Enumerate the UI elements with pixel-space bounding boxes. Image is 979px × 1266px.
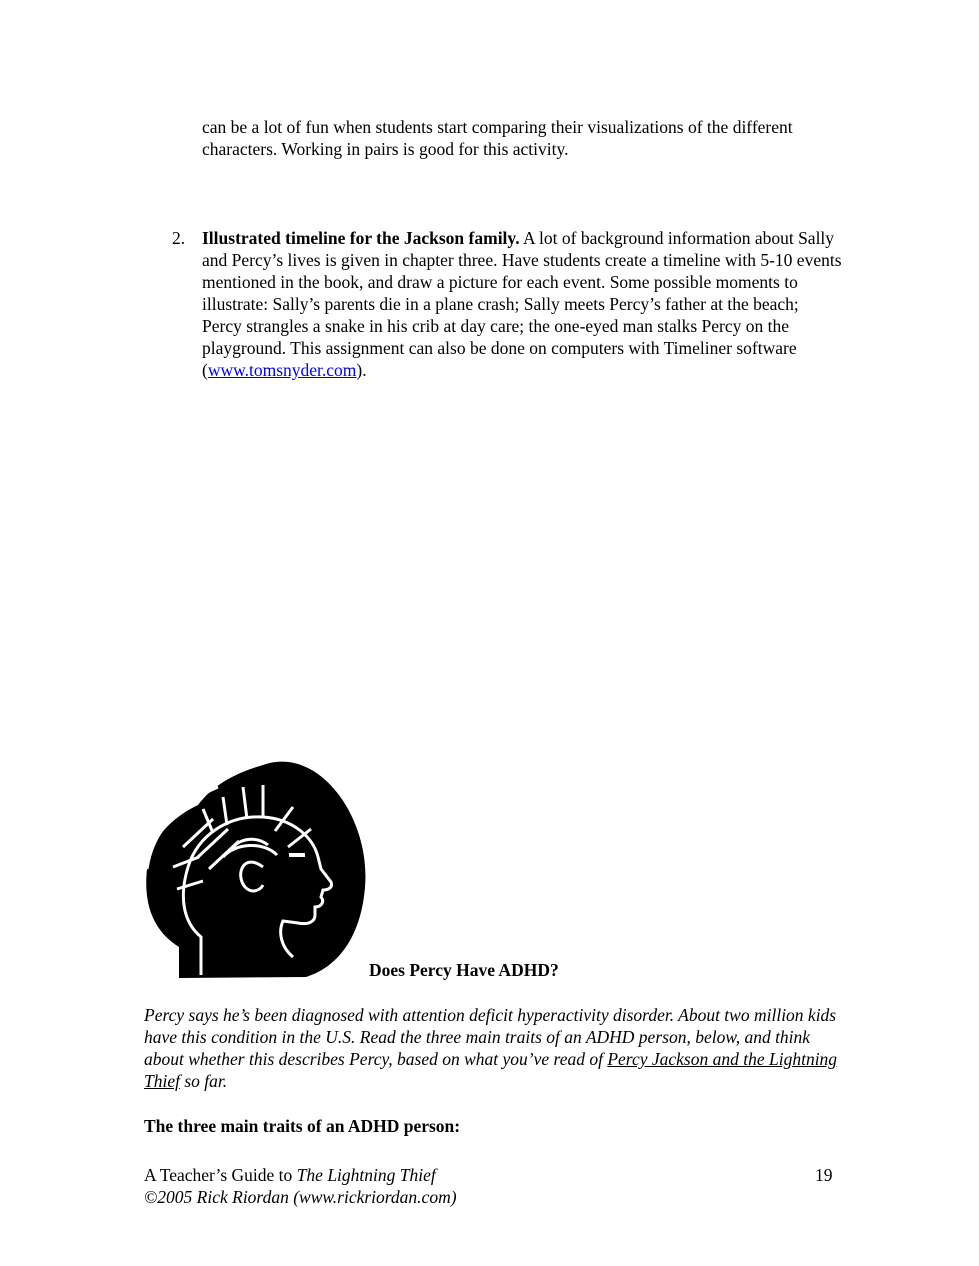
head-maze-icon bbox=[143, 757, 369, 979]
intro-paragraph bbox=[144, 1004, 844, 1092]
book-title: Percy Jackson and the Lightning Thief bbox=[144, 1049, 838, 1091]
footer-copyright: ©2005 Rick Riordan (www.rickriordan.com) bbox=[144, 1187, 457, 1207]
footer-guide-title: The Lightning Thief bbox=[296, 1165, 436, 1185]
continuation-text: can be a lot of fun when students start comparing their visualizations of the different characters. Working in pairs is good for this activity. bbox=[202, 117, 793, 159]
footer-guide-prefix: A Teacher’s Guide to bbox=[144, 1165, 297, 1185]
list-item-title: Illustrated timeline for the Jackson family. bbox=[202, 228, 520, 248]
tomsnyder-link[interactable]: www.tomsnyder.com bbox=[207, 360, 357, 380]
list-item-text-end: ). bbox=[356, 360, 367, 380]
intro-text-end: so far. bbox=[179, 1071, 228, 1091]
list-item-body bbox=[202, 227, 842, 381]
page-number: 19 bbox=[815, 1165, 833, 1185]
traits-heading: The three main traits of an ADHD person: bbox=[144, 1116, 461, 1136]
list-item bbox=[172, 227, 842, 381]
intro-text: Percy says he’s been diagnosed with attention deficit hyperactivity disorder. About two million kids have this condition in the U.S. Read the three main traits of an ADHD person, below, and think about whether this describes Percy, based on what you’ve read of bbox=[144, 1005, 837, 1069]
footer-guide-line bbox=[144, 1164, 436, 1186]
list-item-text: A lot of background information about Sally and Percy’s lives is given in chapter three. Have students create a timeline with 5-10 events mentioned in the book, and draw a picture for each event. Some possible moments to illustrate: Sally’s parents die in a plane crash; Sally meets Percy’s father at the beach; Percy strangles a snake in his crib at day care; the one-eyed man stalks Percy on the playground. This assignment can also be done on computers with Timeliner software ( bbox=[202, 228, 842, 380]
section-heading: Does Percy Have ADHD? bbox=[369, 960, 559, 980]
continuation-paragraph bbox=[202, 116, 842, 160]
list-number: 2. bbox=[172, 228, 186, 248]
